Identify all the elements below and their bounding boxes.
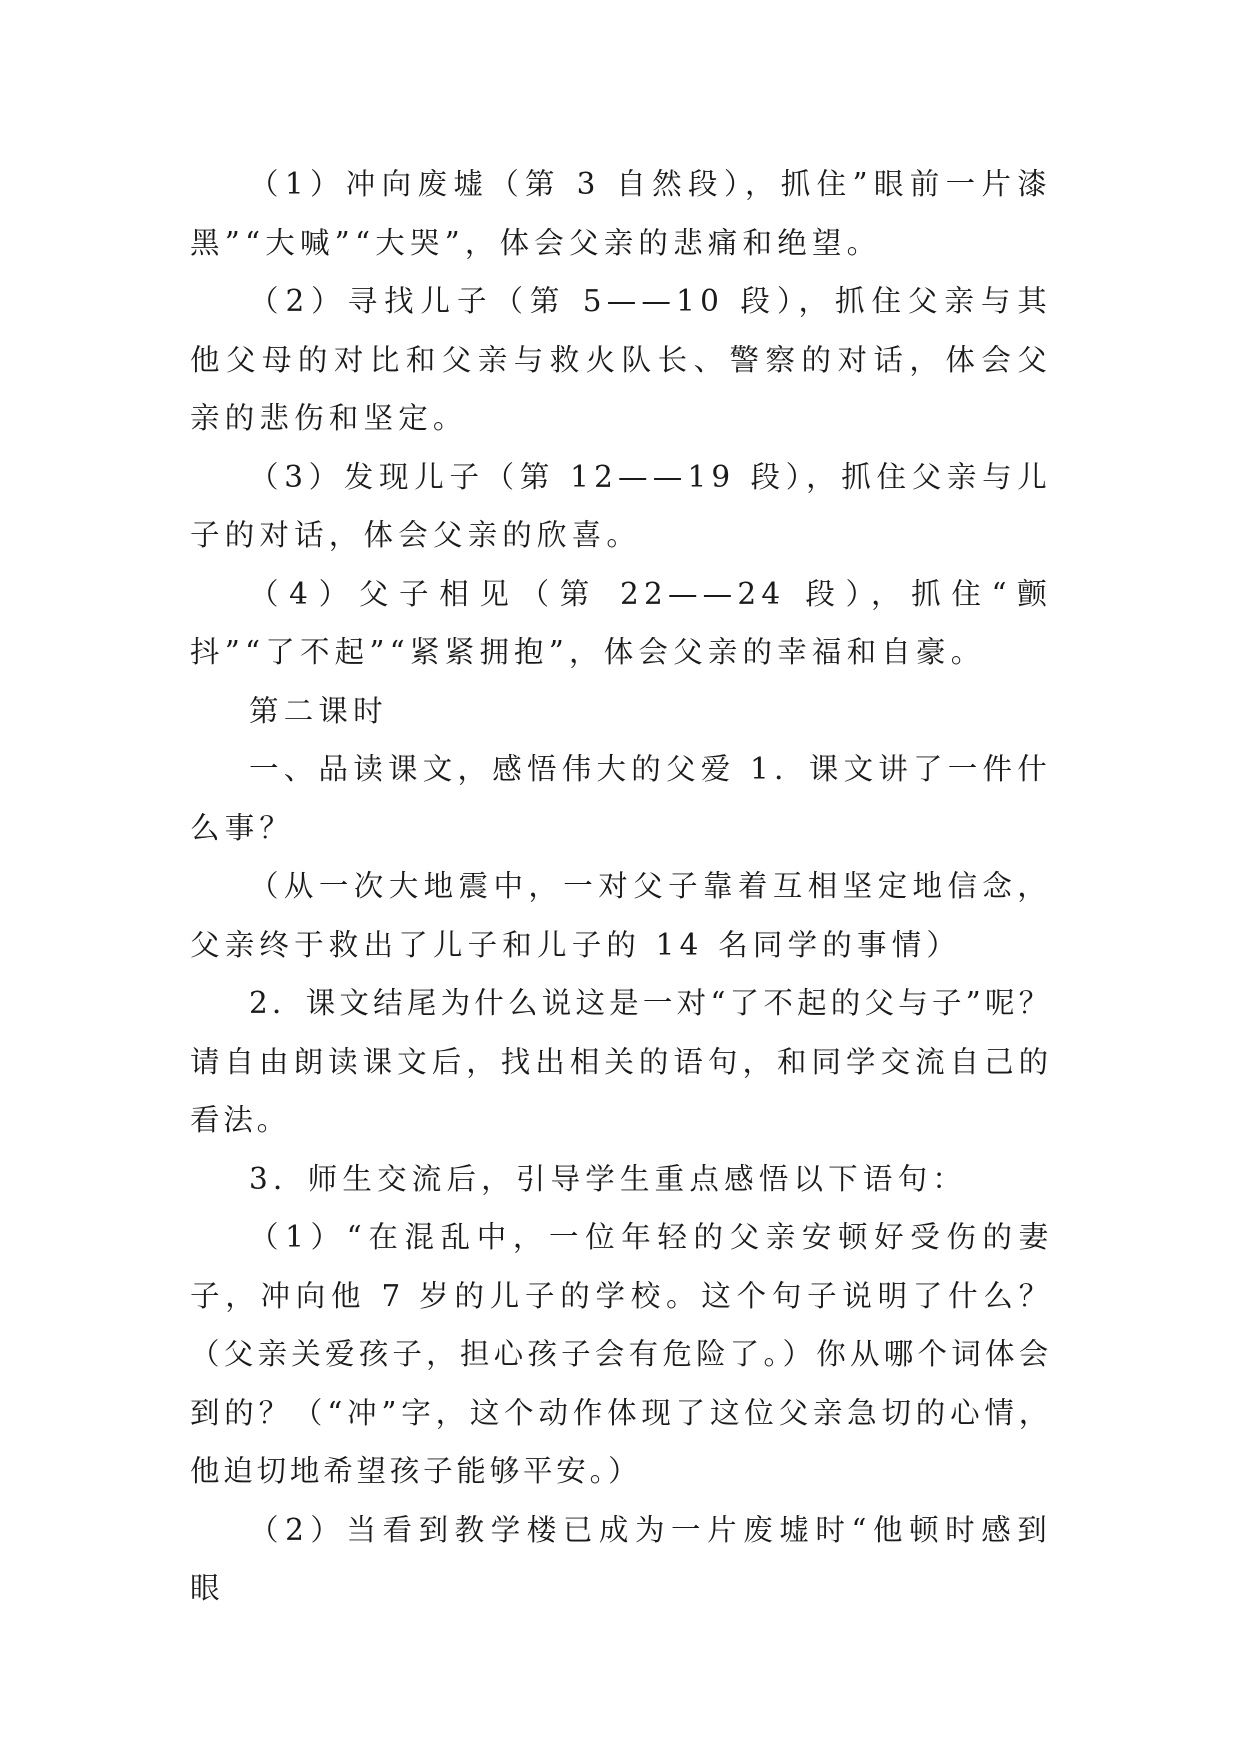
paragraph-part-one-question: 一、品读课文，感悟伟大的父爱 1．课文讲了一件什么事？ (190, 752, 1052, 845)
paragraph-question-two: 2．课文结尾为什么说这是一对“了不起的父与子”呢？请自由朗读课文后，找出相关的语句，和同学交流自己的看法。 (190, 986, 1052, 1137)
document-page (190, 155, 1052, 1618)
paragraph-rush-to-ruins: （1）冲向废墟（第 3 自然段），抓住”眼前一片漆黑”“大喊”“大哭”，体会父亲的悲痛和绝望。 (190, 167, 1052, 260)
paragraph-question-three: 3．师生交流后，引导学生重点感悟以下语句： (249, 1161, 967, 1196)
paragraph-reunion: （4）父子相见（第 22——24 段），抓住“颤抖”“了不起”“紧紧拥抱”，体会父亲的幸福和自豪。 (190, 576, 1052, 669)
section-heading-second-lesson: 第二课时 (249, 693, 388, 728)
paragraph-find-son: （3）发现儿子（第 12——19 段），抓住父亲与儿子的对话，体会父亲的欣喜。 (190, 459, 1052, 552)
paragraph-sentence-one: （1）“在混乱中，一位年轻的父亲安顿好受伤的妻子，冲向他 7 岁的儿子的学校。这个句子说明了什么？（父亲关爱孩子，担心孩子会有危险了。）你从哪个词体会到的？（“冲”字，这个动作体现了这位父亲急切的心情，他迫切地希望孩子能够平安。） (190, 1220, 1052, 1488)
paragraph-answer-one: （从一次大地震中，一对父子靠着互相坚定地信念，父亲终于救出了儿子和儿子的 14 名同学的事情） (190, 869, 1052, 962)
paragraph-search-for-son: （2）寻找儿子（第 5——10 段），抓住父亲与其他父母的对比和父亲与救火队长、警察的对话，体会父亲的悲伤和坚定。 (190, 284, 1052, 435)
paragraph-sentence-two: （2）当看到教学楼已成为一片废墟时“他顿时感到眼 (190, 1512, 1052, 1605)
